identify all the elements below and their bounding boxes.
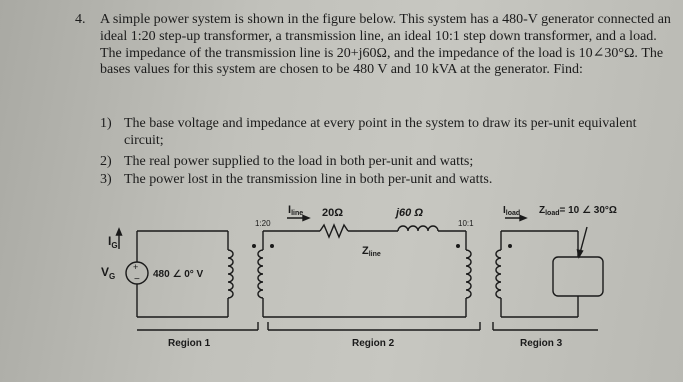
zload-label: $Z_{load}= 10$ ∠ 30°Ω xyxy=(539,205,617,217)
question-text: The power lost in the transmission line in both per-unit and watts. xyxy=(124,172,493,187)
problem-number: 4. xyxy=(75,12,86,27)
region-1-label: Region 1 xyxy=(168,338,211,349)
source-plus-sign: + xyxy=(133,262,139,272)
question-number: 3) xyxy=(100,172,112,187)
source-minus-sign: − xyxy=(134,274,140,285)
region-2-label: Region 2 xyxy=(352,338,395,349)
problem-intro: A simple power system is shown in the figure below. This system has a 480-V generator connected an ideal 1:20 step-up transformer, a transmission line, an ideal 10:1 step down transformer, and a load. The impedance of the transmission line is 20+j60Ω, and the impedance of the load is 10∠30°Ω. The bases values for this system are chosen to be 480 V and 10 kVA at the generator. Find: xyxy=(100,12,671,78)
ig-label: $I_G$ xyxy=(108,234,118,250)
iload-label: $I_{load}$ xyxy=(503,205,521,217)
vg-label: $V_G$ xyxy=(101,265,116,281)
t2-ratio: 10:1 xyxy=(458,219,474,228)
t1-ratio: 1:20 xyxy=(255,219,271,228)
iline-label: Iline xyxy=(288,204,304,217)
question-text: The base voltage and impedance at every point in the system to draw its per-unit equivalent circuit; xyxy=(124,116,637,148)
question-number: 1) xyxy=(100,116,112,131)
x-line-value: j60 Ω xyxy=(396,207,423,219)
zline-label: Zline xyxy=(362,245,381,258)
question-text: The real power supplied to the load in both per-unit and watts; xyxy=(124,154,474,169)
question-number: 2) xyxy=(100,154,112,169)
region-3-label: Region 3 xyxy=(520,338,563,349)
source-value: 480 ∠ 0° V xyxy=(153,269,204,280)
r-line-value: 20Ω xyxy=(322,207,344,219)
